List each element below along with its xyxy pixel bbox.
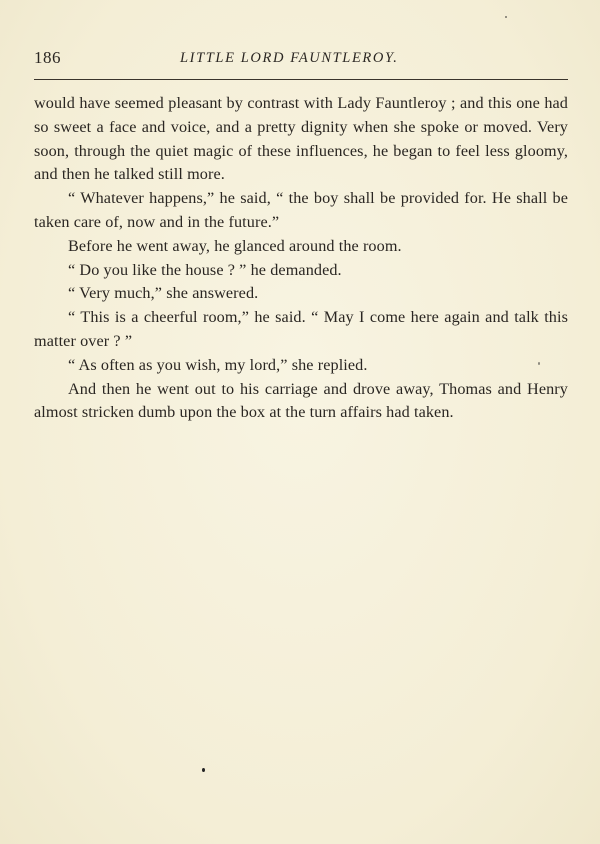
ink-speck xyxy=(538,362,540,365)
paragraph: Before he went away, he glanced around the room. xyxy=(68,236,402,255)
page-header xyxy=(34,48,568,70)
paragraph: “ This is a cheerful room,” he said. “ May I come here again and talk this matter over ? ” xyxy=(34,308,568,350)
ink-speck xyxy=(505,16,507,18)
paragraph: “ Very much,” she answered. xyxy=(68,284,259,303)
body-text xyxy=(34,92,568,425)
ink-speck xyxy=(202,768,205,772)
running-title: LITTLE LORD FAUNTLEROY. xyxy=(180,50,399,66)
header-rule xyxy=(34,79,568,80)
paragraph: “ Whatever happens,” he said, “ the boy shall be provided for. He shall be taken care of, now and in the future.” xyxy=(34,189,568,231)
paragraph: “ As often as you wish, my lord,” she replied. xyxy=(68,355,368,374)
paragraph: And then he went out to his carriage and drove away, Thomas and Henry almost stricken dumb upon the box at the turn affairs had taken. xyxy=(34,379,568,422)
page-number: 186 xyxy=(34,48,61,67)
paragraph: “ Do you like the house ? ” he demanded. xyxy=(68,260,342,279)
paragraph: would have seemed pleasant by contrast with Lady Fauntleroy ; and this one had so sweet a face and voice, and a pretty dignity when she spoke or moved. Very soon, through the quiet magic of these influences, he began to feel less gloomy, and then he talked still more. xyxy=(34,94,568,184)
